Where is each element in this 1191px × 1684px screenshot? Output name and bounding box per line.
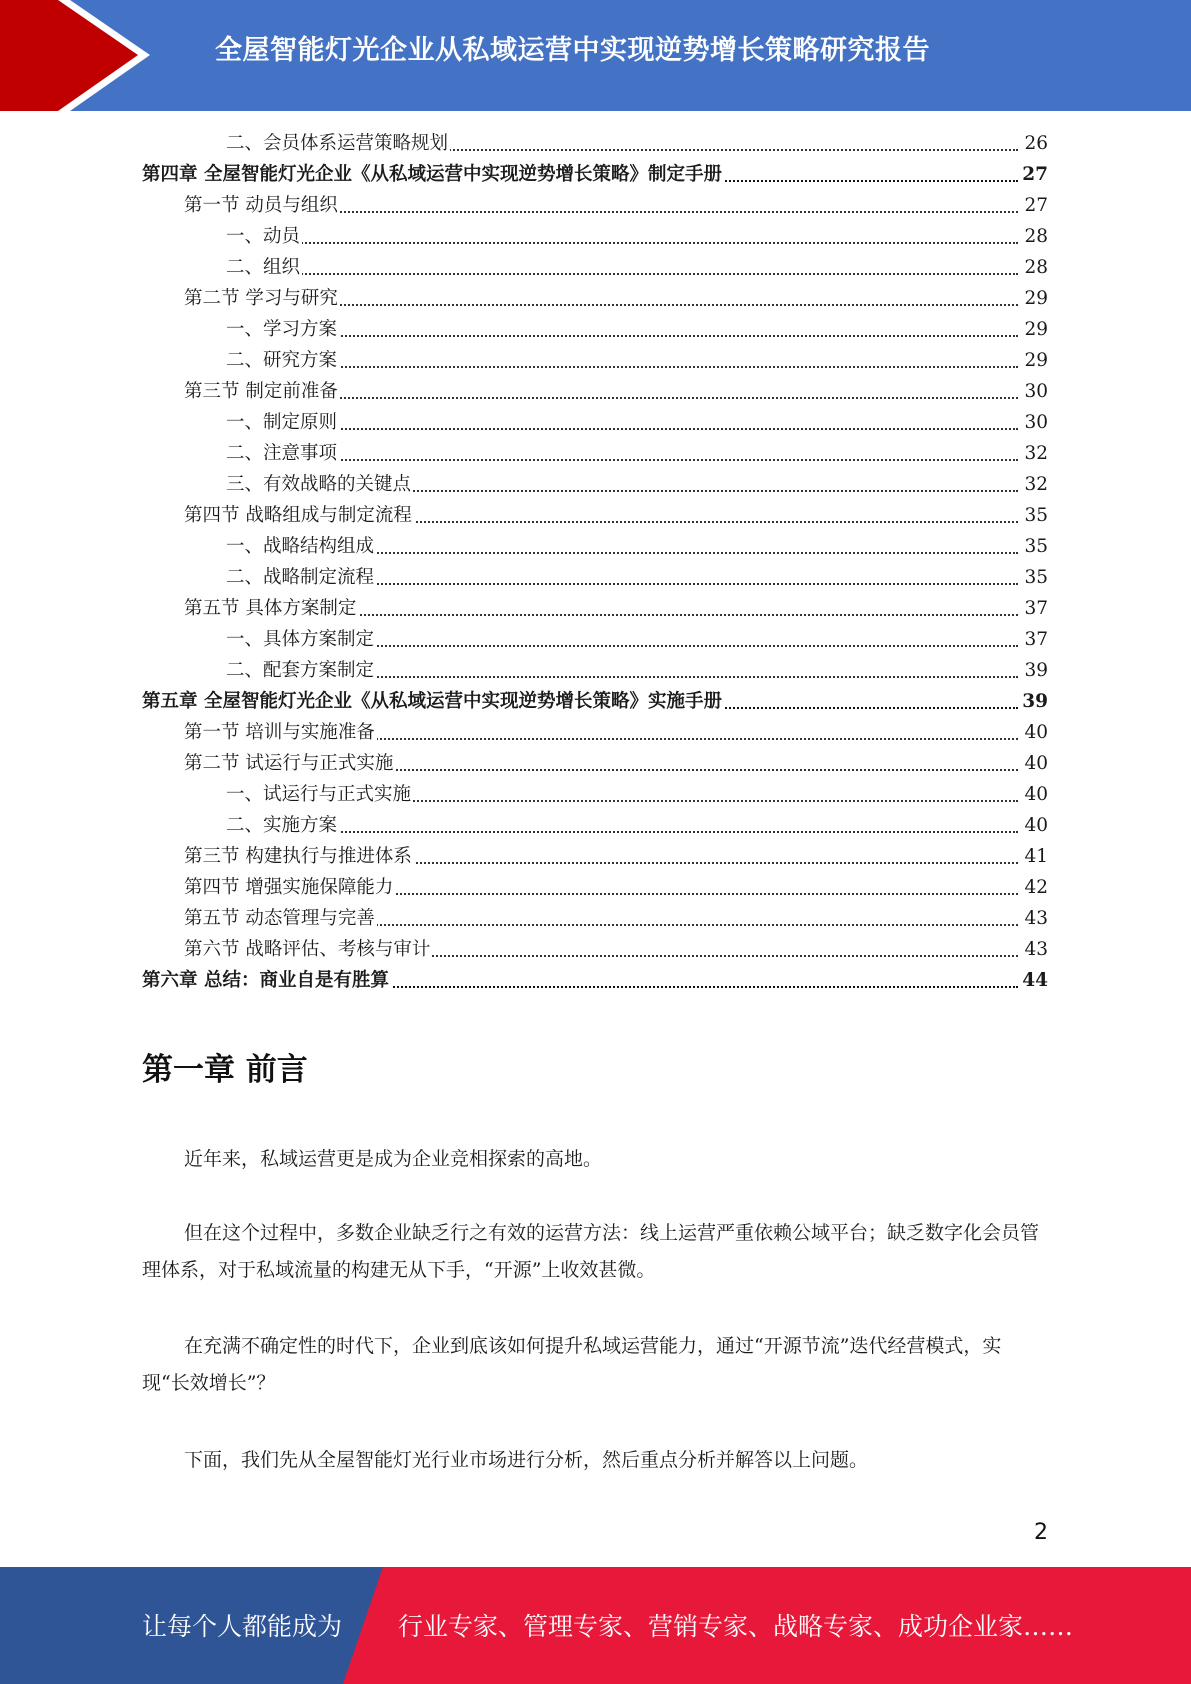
- table-of-contents: [142, 128, 1048, 996]
- paragraph: 近年来，私域运营更是成为企业竞相探索的高地。: [184, 1148, 603, 1170]
- toc-entry-label: 一、战略结构组成: [226, 536, 375, 557]
- toc-entry-label: 二、研究方案: [226, 350, 338, 371]
- toc-entry-label: 二、战略制定流程: [226, 567, 375, 588]
- toc-chapter-entry[interactable]: [142, 965, 1048, 996]
- toc-entry-label: 第五节 具体方案制定: [184, 598, 357, 619]
- toc-entry-page: 40: [1018, 717, 1048, 748]
- toc-chapter-entry[interactable]: [142, 159, 1048, 190]
- toc-entry-page: 39: [1018, 655, 1048, 686]
- toc-entry-page: 32: [1018, 438, 1048, 469]
- toc-entry-label: 第二节 学习与研究: [184, 288, 338, 309]
- toc-entry-label: 第二节 试运行与正式实施: [184, 753, 394, 774]
- toc-entry-page: 37: [1018, 593, 1048, 624]
- report-title: 全屋智能灯光企业从私域运营中实现逆势增长策略研究报告: [215, 35, 930, 66]
- toc-entry[interactable]: [142, 221, 1048, 252]
- toc-entry-page: 27: [1018, 190, 1048, 221]
- toc-entry[interactable]: [142, 717, 1048, 748]
- toc-entry-page: 42: [1018, 872, 1048, 903]
- footer-slogan-left: 让每个人都能成为: [142, 1612, 343, 1641]
- page-footer: [0, 1567, 1191, 1684]
- toc-entry[interactable]: [142, 500, 1048, 531]
- toc-entry[interactable]: [142, 810, 1048, 841]
- toc-entry-page: 39: [1018, 686, 1048, 717]
- toc-entry-page: 35: [1018, 562, 1048, 593]
- toc-entry-label: 二、组织: [226, 257, 301, 278]
- toc-entry[interactable]: [142, 593, 1048, 624]
- toc-entry-page: 40: [1018, 748, 1048, 779]
- toc-entry-page: 29: [1018, 283, 1048, 314]
- toc-entry-label: 第五章 全屋智能灯光企业《从私域运营中实现逆势增长策略》实施手册: [142, 691, 722, 712]
- toc-entry-page: 35: [1018, 500, 1048, 531]
- toc-entry-label: 第六节 战略评估、考核与审计: [184, 939, 431, 960]
- toc-entry[interactable]: [142, 314, 1048, 345]
- toc-entry-label: 第三节 制定前准备: [184, 381, 338, 402]
- toc-entry-label: 一、具体方案制定: [226, 629, 375, 650]
- footer-slogan-right: 行业专家、管理专家、营销专家、战略专家、成功企业家……: [398, 1612, 1074, 1641]
- paragraph: 下面，我们先从全屋智能灯光行业市场进行分析，然后重点分析并解答以上问题。: [184, 1449, 869, 1471]
- toc-entry[interactable]: [142, 376, 1048, 407]
- toc-entry-page: 32: [1018, 469, 1048, 500]
- toc-entry-label: 一、制定原则: [226, 412, 338, 433]
- toc-entry-page: 30: [1018, 376, 1048, 407]
- toc-entry-label: 第一节 动员与组织: [184, 195, 338, 216]
- toc-entry-page: 40: [1018, 779, 1048, 810]
- toc-entry-page: 44: [1018, 965, 1048, 996]
- toc-entry-label: 一、动员: [226, 226, 301, 247]
- toc-entry-page: 27: [1018, 159, 1048, 190]
- paragraph: 在充满不确定性的时代下，企业到底该如何提升私域运营能力，通过“开源节流”迭代经营模式，实现“长效增长”？: [142, 1335, 1002, 1394]
- paragraph: 但在这个过程中，多数企业缺乏行之有效的运营方法：线上运营严重依赖公域平台；缺乏数字化会员管理体系，对于私域流量的构建无从下手，“开源”上收效甚微。: [142, 1222, 1040, 1281]
- toc-entry[interactable]: [142, 934, 1048, 965]
- toc-entry-label: 第四章 全屋智能灯光企业《从私域运营中实现逆势增长策略》制定手册: [142, 164, 722, 185]
- toc-entry-page: 29: [1018, 345, 1048, 376]
- toc-entry-label: 二、实施方案: [226, 815, 338, 836]
- toc-entry[interactable]: [142, 469, 1048, 500]
- toc-entry[interactable]: [142, 655, 1048, 686]
- toc-entry[interactable]: [142, 903, 1048, 934]
- toc-entry-page: 28: [1018, 252, 1048, 283]
- chevron-arrow-icon: [0, 0, 160, 111]
- toc-entry[interactable]: [142, 407, 1048, 438]
- toc-entry-page: 43: [1018, 903, 1048, 934]
- page-header: [0, 0, 1191, 111]
- toc-entry-label: 第四节 增强实施保障能力: [184, 877, 394, 898]
- toc-entry-label: 第六章 总结：商业自是有胜算: [142, 970, 389, 991]
- toc-chapter-entry[interactable]: [142, 686, 1048, 717]
- toc-entry[interactable]: [142, 748, 1048, 779]
- toc-entry-label: 二、配套方案制定: [226, 660, 375, 681]
- toc-entry-label: 一、学习方案: [226, 319, 338, 340]
- toc-entry-page: 43: [1018, 934, 1048, 965]
- chapter-heading: 第一章 前言: [142, 1052, 308, 1088]
- toc-entry-label: 一、试运行与正式实施: [226, 784, 412, 805]
- toc-entry-label: 第三节 构建执行与推进体系: [184, 846, 412, 867]
- toc-entry[interactable]: [142, 531, 1048, 562]
- toc-entry[interactable]: [142, 128, 1048, 159]
- toc-entry-label: 第四节 战略组成与制定流程: [184, 505, 412, 526]
- toc-entry-label: 二、会员体系运营策略规划: [226, 133, 449, 154]
- toc-entry-page: 41: [1018, 841, 1048, 872]
- toc-entry-label: 第一节 培训与实施准备: [184, 722, 375, 743]
- toc-entry[interactable]: [142, 872, 1048, 903]
- toc-entry[interactable]: [142, 841, 1048, 872]
- toc-entry-page: 40: [1018, 810, 1048, 841]
- toc-entry[interactable]: [142, 345, 1048, 376]
- toc-entry[interactable]: [142, 779, 1048, 810]
- toc-entry[interactable]: [142, 190, 1048, 221]
- toc-entry[interactable]: [142, 438, 1048, 469]
- toc-entry[interactable]: [142, 252, 1048, 283]
- toc-entry[interactable]: [142, 562, 1048, 593]
- toc-entry-page: 37: [1018, 624, 1048, 655]
- toc-entry-page: 30: [1018, 407, 1048, 438]
- toc-entry-page: 35: [1018, 531, 1048, 562]
- toc-entry-page: 26: [1018, 128, 1048, 159]
- toc-entry-label: 第五节 动态管理与完善: [184, 908, 375, 929]
- toc-entry-label: 三、有效战略的关键点: [226, 474, 412, 495]
- page-number: 2: [1034, 1520, 1048, 1545]
- toc-entry-page: 29: [1018, 314, 1048, 345]
- toc-entry-page: 28: [1018, 221, 1048, 252]
- toc-entry[interactable]: [142, 283, 1048, 314]
- toc-entry[interactable]: [142, 624, 1048, 655]
- toc-entry-label: 二、注意事项: [226, 443, 338, 464]
